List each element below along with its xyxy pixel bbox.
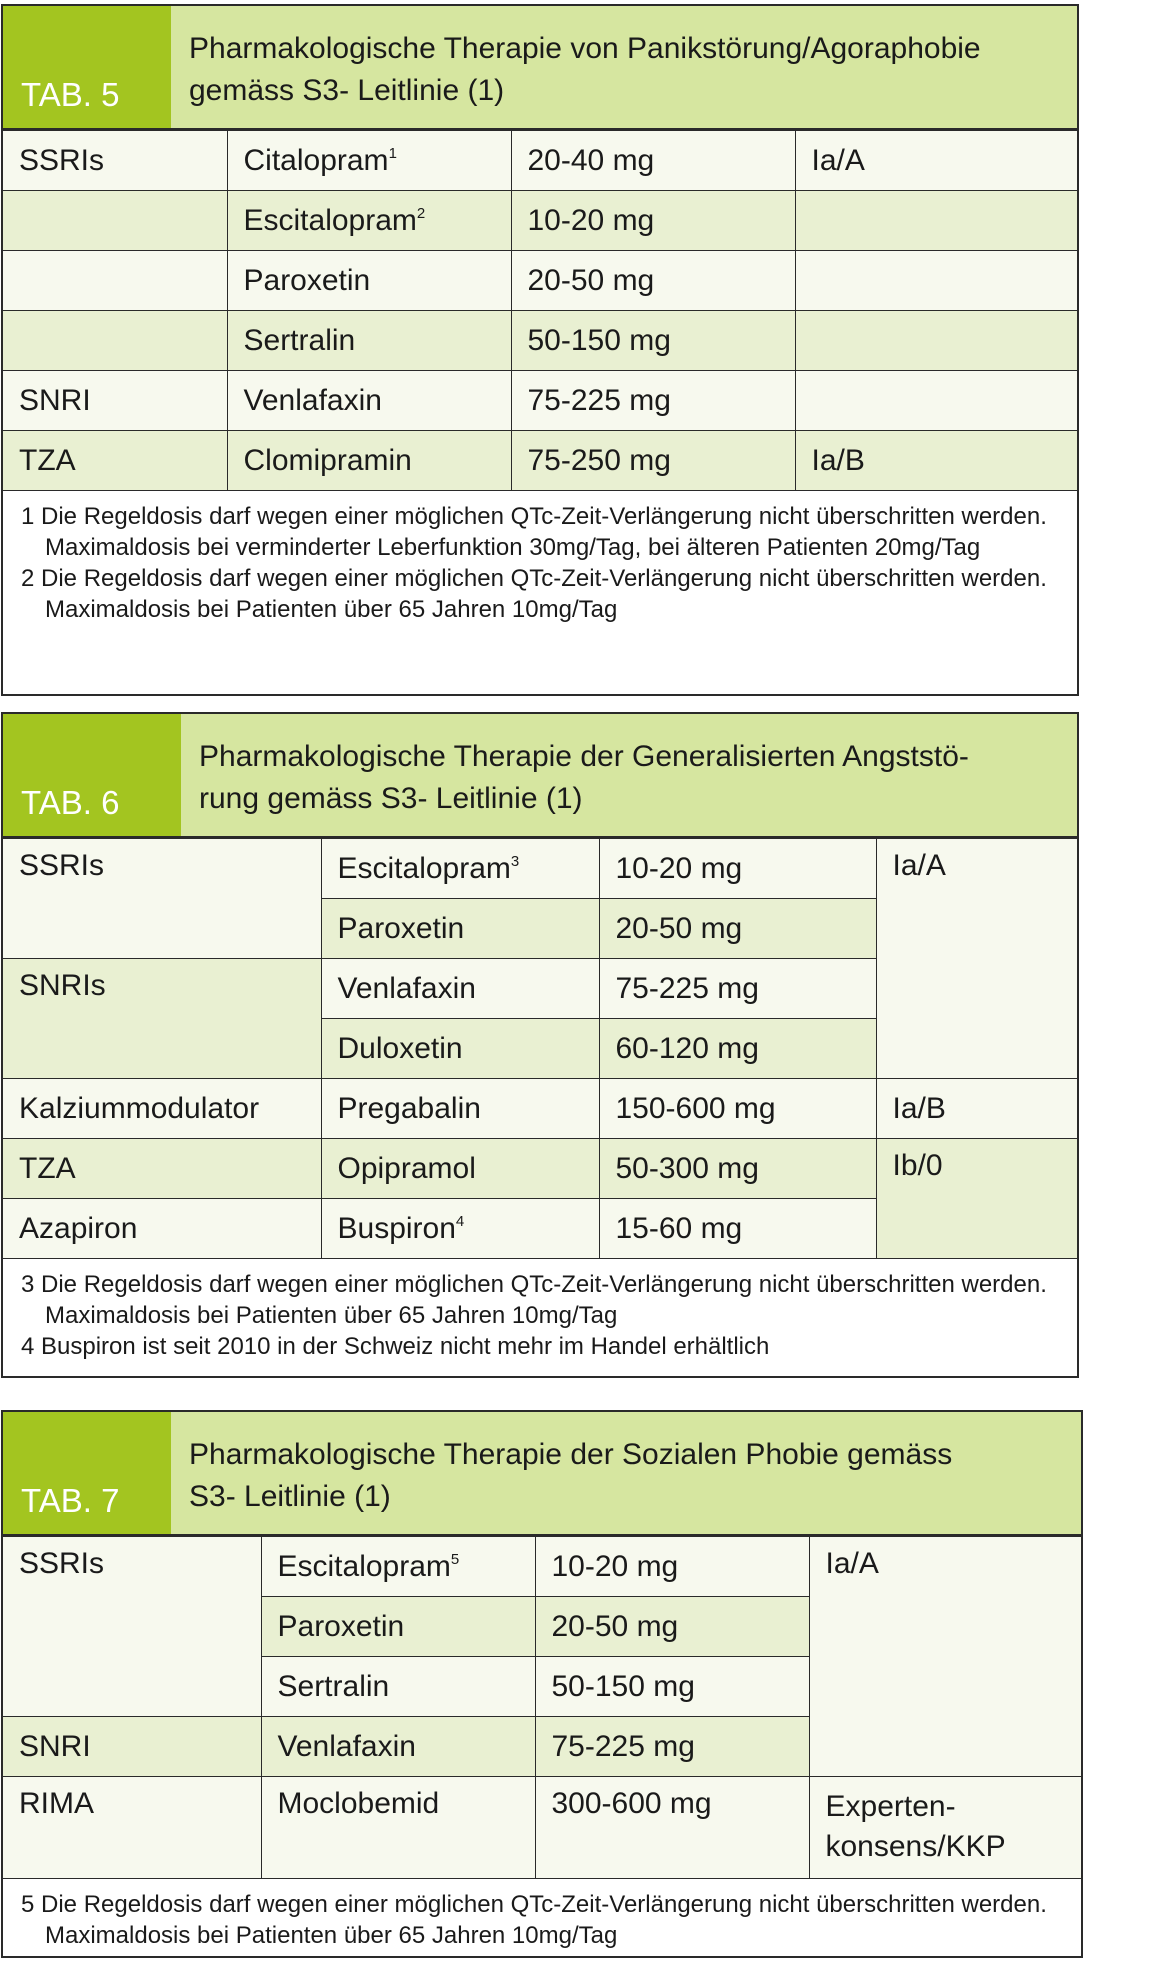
class-cell: Kalziummodulator	[3, 1079, 321, 1139]
evidence-cell	[795, 191, 1077, 251]
table-5	[1, 4, 1079, 696]
drug-cell: Venlafaxin	[261, 1717, 535, 1777]
table-6-grid	[3, 838, 1077, 1259]
table-row	[3, 839, 1077, 899]
table-5-title: Pharmakologische Therapie von Panikstörung/Agoraphobie gemäss S3- Leitlinie (1)	[171, 6, 1077, 128]
drug-cell: Sertralin	[227, 311, 511, 371]
table-5-footnotes	[3, 491, 1077, 637]
dose-cell: 20-40 mg	[511, 131, 795, 191]
evidence-cell: Ia/A	[876, 839, 1077, 1079]
class-cell	[3, 251, 227, 311]
table-6	[1, 712, 1079, 1378]
drug-cell: Paroxetin	[321, 899, 599, 959]
evidence-cell: Experten- konsens/KKP	[809, 1777, 1081, 1879]
class-cell: TZA	[3, 1139, 321, 1199]
dose-cell: 75-225 mg	[599, 959, 876, 1019]
table-6-title: Pharmakologische Therapie der Generalisierten Angststö- rung gemäss S3- Leitlinie (1)	[181, 714, 1077, 836]
class-cell: SNRI	[3, 1717, 261, 1777]
dose-cell: 20-50 mg	[599, 899, 876, 959]
class-cell: Azapiron	[3, 1199, 321, 1259]
class-cell: RIMA	[3, 1777, 261, 1879]
table-row	[3, 1537, 1081, 1597]
dose-cell: 50-300 mg	[599, 1139, 876, 1199]
table-6-tag: TAB. 6	[3, 714, 181, 836]
footnote: 2 Die Regeldosis darf wegen einer möglichen QTc-Zeit-Verlängerung nicht überschritten werden. Maximaldosis bei Patienten über 65 Jahren 10mg/Tag	[21, 565, 1047, 623]
drug-cell: Venlafaxin	[321, 959, 599, 1019]
drug-cell: Opipramol	[321, 1139, 599, 1199]
table-6-header	[3, 714, 1077, 838]
drug-cell: Paroxetin	[261, 1597, 535, 1657]
drug-cell: Citalopram$^1$	[227, 131, 511, 191]
table-7-header	[3, 1412, 1081, 1536]
table-row	[3, 371, 1077, 431]
drug-cell: Moclobemid	[261, 1777, 535, 1879]
footnote: 4 Buspiron ist seit 2010 in der Schweiz nicht mehr im Handel erhältlich	[21, 1333, 770, 1360]
drug-cell: Escitalopram$^2$	[227, 191, 511, 251]
class-cell: SSRIs	[3, 131, 227, 191]
class-cell	[3, 311, 227, 371]
class-cell: TZA	[3, 431, 227, 491]
evidence-cell: Ia/A	[795, 131, 1077, 191]
class-cell: SNRIs	[3, 959, 321, 1079]
table-7	[1, 1410, 1083, 1958]
dose-cell: 75-250 mg	[511, 431, 795, 491]
table-row	[3, 431, 1077, 491]
table-row	[3, 131, 1077, 191]
table-6-footnotes	[3, 1259, 1077, 1374]
table-5-grid	[3, 130, 1077, 491]
dose-cell: 20-50 mg	[535, 1597, 809, 1657]
drug-cell: Paroxetin	[227, 251, 511, 311]
table-row	[3, 191, 1077, 251]
footnote: 1 Die Regeldosis darf wegen einer möglichen QTc-Zeit-Verlängerung nicht überschritten werden. Maximaldosis bei verminderter Leberfunktion 30mg/Tag, bei älteren Patienten 20mg/Tag	[21, 503, 1047, 561]
footnote: 3 Die Regeldosis darf wegen einer möglichen QTc-Zeit-Verlängerung nicht überschritten werden. Maximaldosis bei Patienten über 65 Jahren 10mg/Tag	[21, 1271, 1047, 1329]
table-7-title: Pharmakologische Therapie der Sozialen Phobie gemäss S3- Leitlinie (1)	[171, 1412, 1081, 1534]
dose-cell: 10-20 mg	[511, 191, 795, 251]
class-cell	[3, 191, 227, 251]
drug-cell: Sertralin	[261, 1657, 535, 1717]
dose-cell: 300-600 mg	[535, 1777, 809, 1879]
class-cell: SSRIs	[3, 839, 321, 959]
dose-cell: 75-225 mg	[535, 1717, 809, 1777]
evidence-cell	[795, 311, 1077, 371]
table-7-grid	[3, 1536, 1081, 1879]
drug-cell: Clomipramin	[227, 431, 511, 491]
table-row	[3, 251, 1077, 311]
class-cell: SSRIs	[3, 1537, 261, 1717]
table-row	[3, 1139, 1077, 1199]
dose-cell: 75-225 mg	[511, 371, 795, 431]
evidence-cell	[795, 371, 1077, 431]
dose-cell: 50-150 mg	[535, 1657, 809, 1717]
evidence-cell	[795, 251, 1077, 311]
table-row	[3, 1777, 1081, 1879]
evidence-cell: Ia/B	[795, 431, 1077, 491]
drug-cell: Duloxetin	[321, 1019, 599, 1079]
evidence-cell: Ia/B	[876, 1079, 1077, 1139]
table-5-tag: TAB. 5	[3, 6, 171, 128]
dose-cell: 50-150 mg	[511, 311, 795, 371]
dose-cell: 10-20 mg	[535, 1537, 809, 1597]
table-7-footnotes	[3, 1879, 1081, 1963]
evidence-cell: Ib/0	[876, 1139, 1077, 1259]
table-7-tag: TAB. 7	[3, 1412, 171, 1534]
footnote: 5 Die Regeldosis darf wegen einer möglichen QTc-Zeit-Verlängerung nicht überschritten werden. Maximaldosis bei Patienten über 65 Jahren 10mg/Tag	[21, 1891, 1067, 1949]
class-cell: SNRI	[3, 371, 227, 431]
table-row	[3, 311, 1077, 371]
dose-cell: 10-20 mg	[599, 839, 876, 899]
dose-cell: 60-120 mg	[599, 1019, 876, 1079]
drug-cell: Venlafaxin	[227, 371, 511, 431]
evidence-cell: Ia/A	[809, 1537, 1081, 1777]
table-row	[3, 1079, 1077, 1139]
dose-cell: 150-600 mg	[599, 1079, 876, 1139]
dose-cell: 20-50 mg	[511, 251, 795, 311]
dose-cell: 15-60 mg	[599, 1199, 876, 1259]
drug-cell: Escitalopram$^3$	[321, 839, 599, 899]
drug-cell: Pregabalin	[321, 1079, 599, 1139]
drug-cell: Buspiron$^4$	[321, 1199, 599, 1259]
drug-cell: Escitalopram$^5$	[261, 1537, 535, 1597]
table-5-header	[3, 6, 1077, 130]
